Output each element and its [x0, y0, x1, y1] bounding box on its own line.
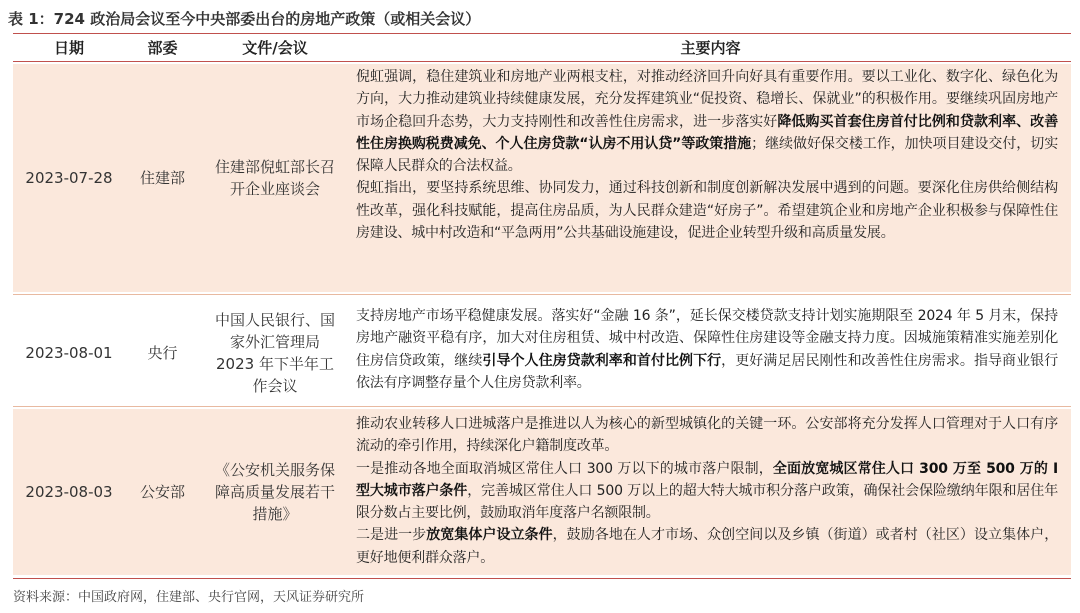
row-dept: 住建部 [139, 169, 185, 187]
content-text: ；继续做好保交楼工作，加快项目建设交付，切实保障人民群众的合法权益。 [356, 135, 1058, 175]
content-paragraph [356, 305, 1058, 394]
content-paragraph: 推动农业转移人口进城落户是推进以人为核心的新型城镇化的关键一环。公安部将充分发挥人口管理对于人口有序流动的牵引作用，持续深化户籍制度改革。 [356, 416, 1058, 455]
content-paragraph [356, 66, 1058, 177]
table-caption: 表 1：724 政治局会议至今中央部委出台的房地产政策（或相关会议） [8, 10, 481, 28]
content-text: 一是推动各地全面取消城区常住人口 300 万以下的城市落户限制， [356, 460, 773, 477]
row-dept: 央行 [147, 344, 178, 362]
row-content [356, 305, 1058, 394]
content-emphasis: 放宽集体户设立条件 [426, 527, 553, 544]
table-top-rule [13, 33, 1071, 34]
table-header [13, 35, 1071, 62]
row-doc: 《公安机关服务保障高质量发展若干措施》 [214, 461, 335, 523]
content-text: 二是进一步 [356, 527, 427, 544]
content-paragraph [356, 524, 1058, 569]
content-text: ，鼓励各地在人才市场、众创空间以及乡镇（街道）或者村（社区）设立集体户，更好地便利群众落户。 [356, 527, 1058, 566]
source-note: 资料来源：中国政府网，住建部、央行官网，天风证券研究所 [13, 590, 365, 605]
row-doc: 中国人民银行、国家外汇管理局 2023 年下半年工作会议 [214, 311, 335, 395]
content-emphasis: 引导个人住房贷款利率和首付比例下行 [482, 352, 722, 369]
header-dept: 部委 [147, 39, 178, 57]
row-content [356, 66, 1058, 244]
content-text: 支持房地产市场平稳健康发展。落实好“金融 16 条”，延长保交楼贷款支持计划实施期限至 2024 年 5 月末，保持房地产融资平稳有序，加大对住房租赁、城中村改造、保障性住房建设等金融支持力度。因城施策精准实施差别化住房信贷政策，继续 [356, 308, 1058, 369]
content-text: ，更好满足居民刚性和改善性住房需求。指导商业银行依法有序调整存量个人住房贷款利率。 [356, 352, 1058, 391]
content-emphasis: 全面放宽城区常住人口 300 万至 500 万的 I 型大城市落户条件 [356, 460, 1058, 499]
content-text: 倪虹强调，稳住建筑业和房地产业两根支柱，对推动经济回升向好具有重要作用。要以工业化、数字化、绿色化为方向，大力推动建筑业持续健康发展，充分发挥建筑业“促投资、稳增长、保就业”的积极作用。要继续巩固房地产市场企稳回升态势，大力支持刚性和改善性住房需求，进一步落实好 [356, 69, 1058, 130]
content-text: ，完善城区常住人口 500 万以上的超大特大城市积分落户政策，确保社会保险缴纳年限和居住年限分数占主要比例，鼓励取消年度落户名额限制。 [356, 482, 1058, 522]
row-date: 2023-08-03 [25, 483, 113, 501]
row-divider [13, 294, 1071, 295]
header-doc: 文件/会议 [242, 39, 308, 57]
row-date: 2023-07-28 [25, 169, 113, 187]
row-date: 2023-08-01 [25, 344, 113, 362]
row-content [356, 413, 1058, 569]
header-content: 主要内容 [680, 39, 741, 57]
content-emphasis: 降低购买首套住房首付比例和贷款利率、改善性住房换购税费减免、个人住房贷款“认房不用认贷”等政策措施 [356, 113, 1059, 152]
header-date: 日期 [53, 39, 84, 57]
table-bottom-rule [13, 578, 1071, 579]
row-doc: 住建部倪虹部长召开企业座谈会 [214, 158, 335, 198]
content-paragraph [356, 458, 1058, 525]
content-paragraph: 倪虹指出，要坚持系统思维、协同发力，通过科技创新和制度创新解决发展中遇到的问题。要深化住房供给侧结构性改革，强化科技赋能，提高住房品质，为人民群众建造“好房子”。希望建筑企业和房地产企业积极参与保障性住房建设、城中村改造和“平急两用”公共基础设施建设，促进企业转型升级和高质量发展。 [356, 180, 1058, 242]
row-divider [13, 406, 1071, 407]
row-dept: 公安部 [139, 483, 185, 501]
